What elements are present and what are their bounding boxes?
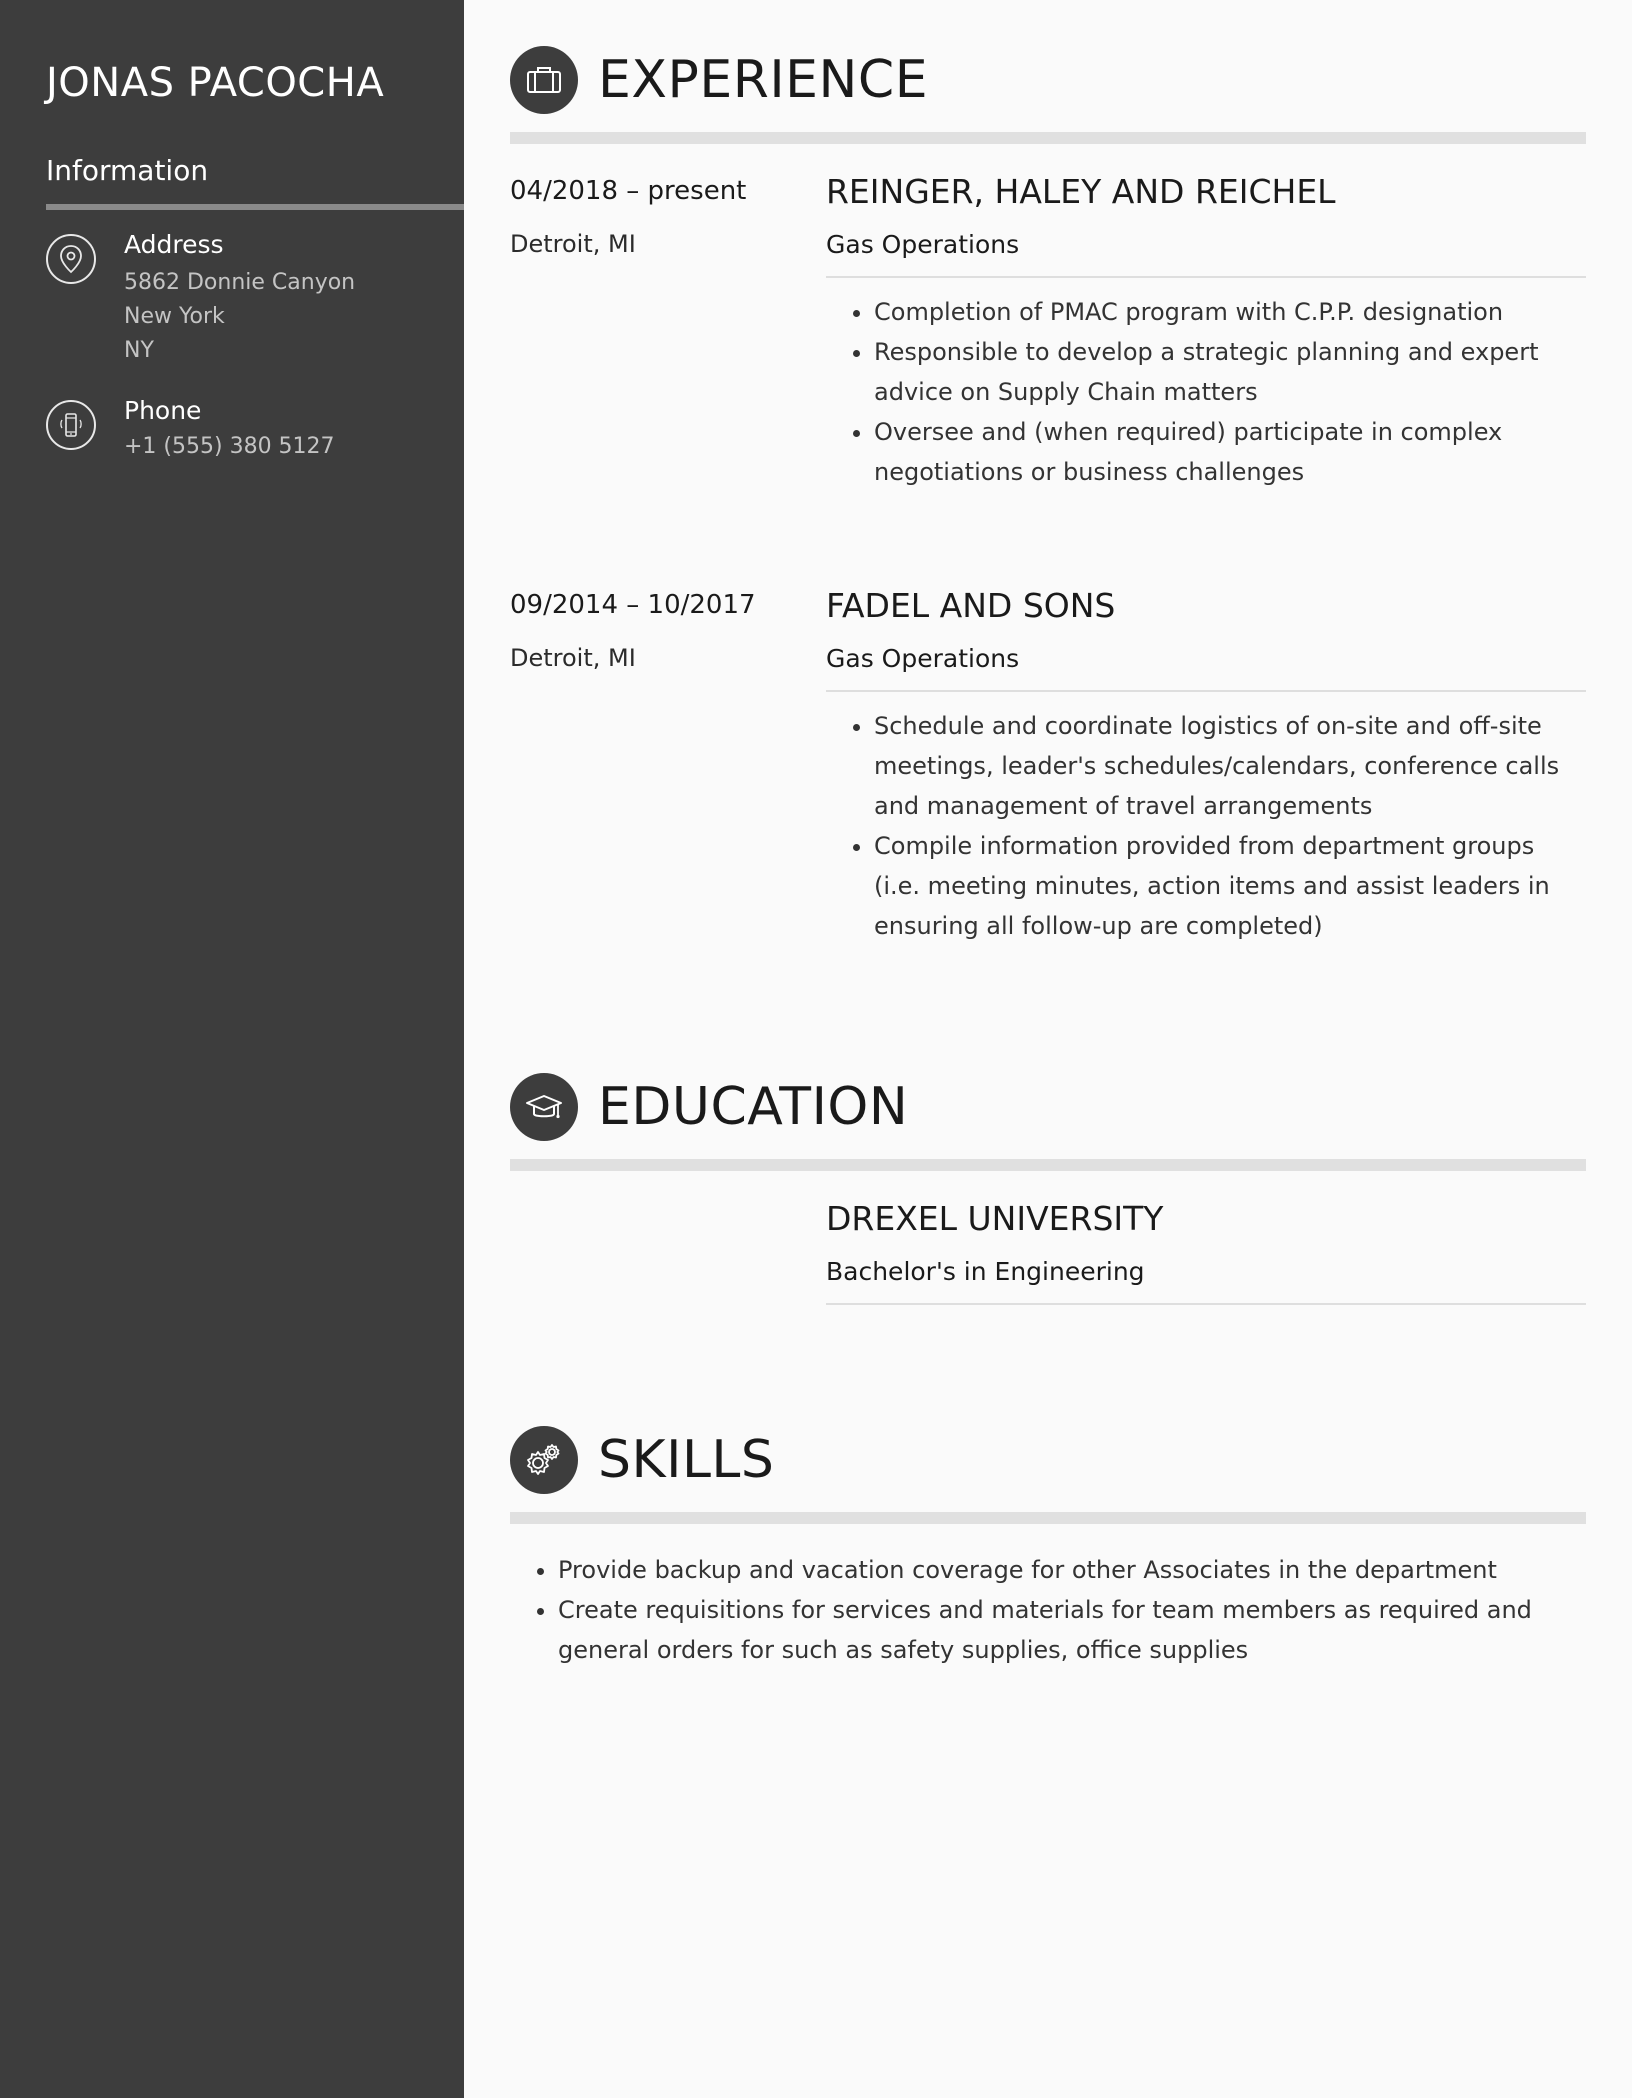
job-role: Gas Operations xyxy=(826,644,1020,673)
list-item: • Provide backup and vacation coverage for other Associates in the department xyxy=(558,1550,1586,1590)
list-item: • Oversee and (when required) participate in complex negotiations or business challenges xyxy=(874,412,1586,492)
info-divider xyxy=(46,204,464,210)
list-item: • Compile information provided from department groups (i.e. meeting minutes, action items and assist leaders in ensuring all follow-up are completed) xyxy=(874,826,1586,946)
skills-bar xyxy=(510,1512,1586,1524)
education-divider xyxy=(826,1303,1586,1305)
info-heading: Information xyxy=(46,154,209,187)
experience-bar xyxy=(510,132,1586,144)
education-bar xyxy=(510,1159,1586,1171)
job-divider xyxy=(826,690,1586,692)
list-item: • Create requisitions for services and materials for team members as required and general orders for such as safety supplies, office supplies xyxy=(558,1590,1586,1670)
address-line-3: NY xyxy=(124,338,154,363)
skills-list xyxy=(510,1550,1586,1670)
address-label: Address xyxy=(124,230,224,259)
job-company: FADEL AND SONS xyxy=(826,586,1116,625)
phone-value: +1 (555) 380 5127 xyxy=(124,434,335,459)
sidebar xyxy=(0,0,464,2098)
job-bullets xyxy=(826,706,1586,946)
school-name: DREXEL UNIVERSITY xyxy=(826,1199,1164,1238)
gears-icon xyxy=(510,1426,578,1494)
job-bullets xyxy=(826,292,1586,492)
experience-title: EXPERIENCE xyxy=(598,50,929,110)
briefcase-icon xyxy=(510,46,578,114)
education-title: EDUCATION xyxy=(598,1077,909,1137)
location-pin-icon xyxy=(46,234,96,284)
address-line-2: New York xyxy=(124,304,225,329)
graduation-cap-icon xyxy=(510,1073,578,1141)
job-dates: 09/2014 – 10/2017 xyxy=(510,590,756,620)
job-location: Detroit, MI xyxy=(510,230,636,258)
skills-title: SKILLS xyxy=(598,1430,775,1490)
phone-label: Phone xyxy=(124,396,202,425)
address-line-1: 5862 Donnie Canyon xyxy=(124,270,356,295)
job-company: REINGER, HALEY AND REICHEL xyxy=(826,172,1336,211)
list-item: • Schedule and coordinate logistics of on-site and off-site meetings, leader's schedules/calendars, conference calls and management of travel arrangements xyxy=(874,706,1586,826)
list-item: • Completion of PMAC program with C.P.P. designation xyxy=(874,292,1586,332)
mobile-phone-icon xyxy=(46,400,96,450)
list-item: • Responsible to develop a strategic planning and expert advice on Supply Chain matters xyxy=(874,332,1586,412)
job-divider xyxy=(826,276,1586,278)
job-dates: 04/2018 – present xyxy=(510,176,747,206)
degree: Bachelor's in Engineering xyxy=(826,1257,1145,1286)
candidate-name: JONAS PACOCHA xyxy=(46,60,385,106)
job-location: Detroit, MI xyxy=(510,644,636,672)
job-role: Gas Operations xyxy=(826,230,1020,259)
